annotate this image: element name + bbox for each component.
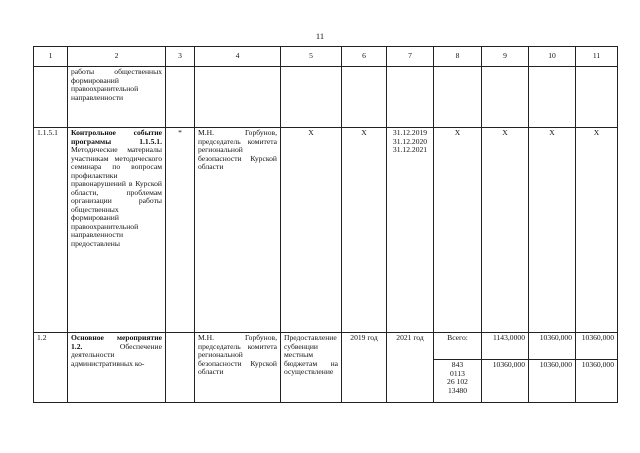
- cell-empty: [342, 67, 387, 128]
- total-2021: 10360,000: [576, 333, 618, 360]
- measure-description: [68, 333, 166, 403]
- cell-empty: [576, 67, 618, 128]
- event-description: [68, 128, 166, 333]
- cell-empty: [434, 67, 482, 128]
- col-header-1: 1: [34, 47, 68, 67]
- cell-x: X: [281, 128, 342, 333]
- col-header-6: 6: [342, 47, 387, 67]
- code-2019: 10360,000: [482, 360, 529, 403]
- col-header-2: 2: [68, 47, 166, 67]
- col-header-3: 3: [166, 47, 195, 67]
- asterisk-mark: *: [166, 128, 195, 333]
- budget-code: 843 0113 26 102 13480: [434, 360, 482, 403]
- measure-title: Основное мероприятие 1.2.: [71, 333, 162, 351]
- row-1151: [34, 128, 618, 333]
- row-12: [34, 333, 618, 360]
- event-dates: 31.12.2019 31.12.2020 31.12.2021: [387, 128, 434, 333]
- start-year: 2019 год: [342, 333, 387, 403]
- continuation-row: [34, 67, 618, 128]
- cell-x: X: [529, 128, 576, 333]
- total-2020: 10360,000: [529, 333, 576, 360]
- col-header-5: 5: [281, 47, 342, 67]
- col-header-7: 7: [387, 47, 434, 67]
- expected-result: Предоставление субвенции местным бюджетам на осуществление: [281, 333, 342, 403]
- program-table: [33, 46, 618, 403]
- cell-empty: [482, 67, 529, 128]
- end-year: 2021 год: [387, 333, 434, 403]
- cell-empty: [166, 67, 195, 128]
- cell-empty: [529, 67, 576, 128]
- cell-x: X: [576, 128, 618, 333]
- total-2019: 1143,0000: [482, 333, 529, 360]
- col-header-11: 11: [576, 47, 618, 67]
- cell-x: X: [342, 128, 387, 333]
- responsible-person: М.Н. Горбунов, председатель комитета региональной безопасности Курской области: [195, 128, 281, 333]
- cell-empty: [34, 67, 68, 128]
- code-2020: 10360,000: [529, 360, 576, 403]
- cell-empty: [281, 67, 342, 128]
- page-number: 11: [315, 31, 325, 41]
- cell-empty: [195, 67, 281, 128]
- col-header-10: 10: [529, 47, 576, 67]
- cell-empty: [387, 67, 434, 128]
- column-number-row: [34, 47, 618, 67]
- event-body: Методические материалы участникам методического семинара по вопросам профилактики правонарушений в Курской области, проблемам организации работы общественных формирований правоохранительной направленности предоставлены: [71, 145, 162, 248]
- col-header-8: 8: [434, 47, 482, 67]
- cell-x: X: [482, 128, 529, 333]
- cell-x: X: [434, 128, 482, 333]
- col-header-4: 4: [195, 47, 281, 67]
- code-2021: 10360,000: [576, 360, 618, 403]
- row-number: 1.2: [34, 333, 68, 403]
- event-title: Контрольное событие программы 1.1.5.1.: [71, 128, 162, 146]
- responsible-person: М.Н. Горбунов, председатель комитета региональной безопасности Курской области: [195, 333, 281, 403]
- total-label: Всего:: [434, 333, 482, 360]
- measure-body: Обеспечение деятельности административных ко-: [71, 341, 162, 368]
- col-header-9: 9: [482, 47, 529, 67]
- row-number: 1.1.5.1: [34, 128, 68, 333]
- continuation-text: работы общественных формирований правоохранительной направленности: [68, 67, 166, 128]
- cell-empty: [166, 333, 195, 403]
